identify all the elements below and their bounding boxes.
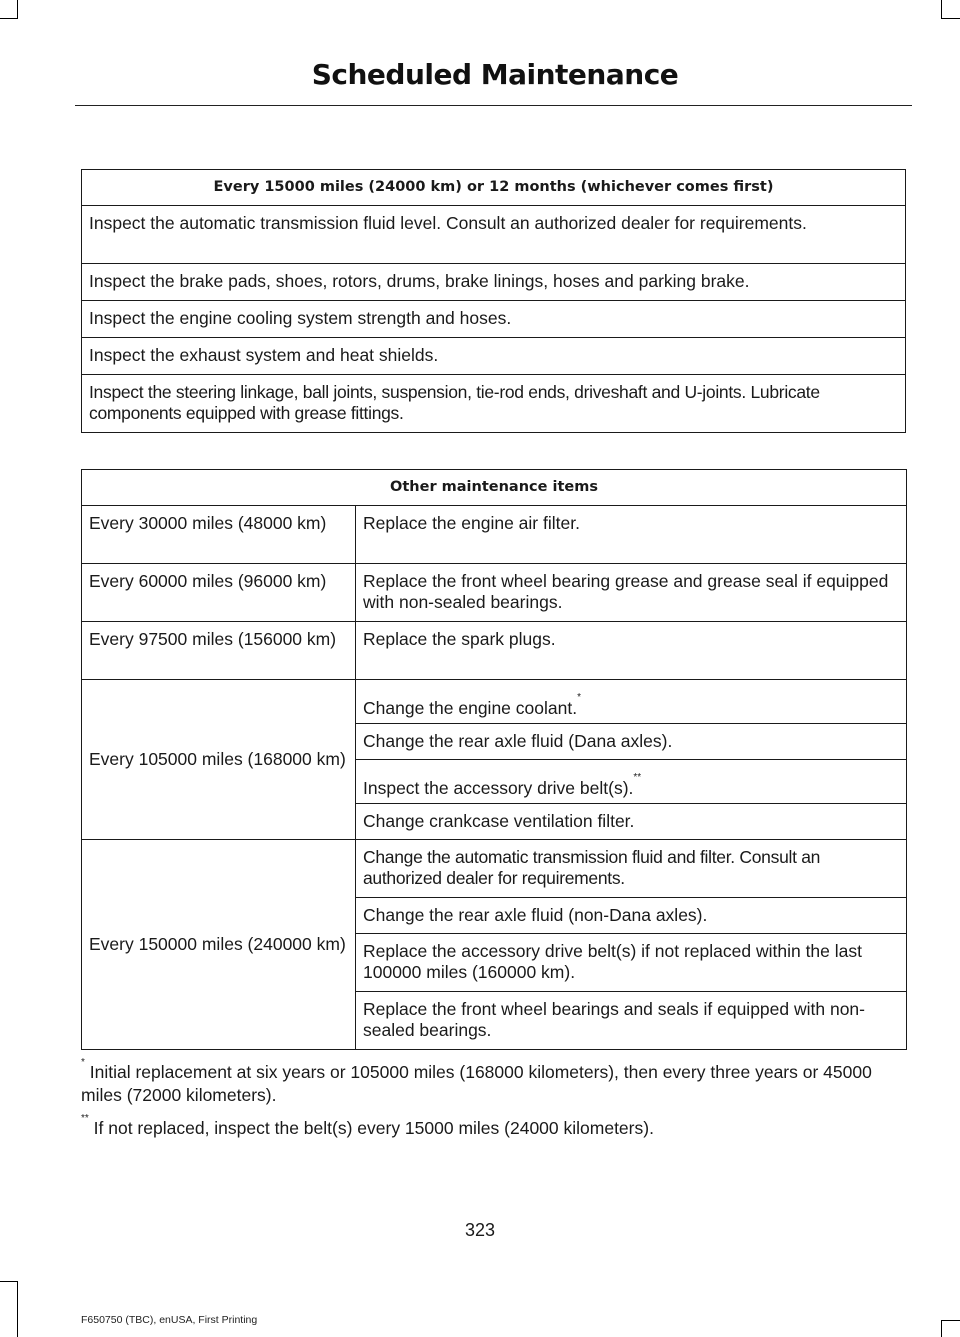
crop-mark [0, 1281, 17, 1282]
task-cell: Change the automatic transmission fluid and filter. Consult an authorized dealer for requirements. [356, 840, 907, 898]
table-header: Every 15000 miles (24000 km) or 12 months (whichever comes first) [82, 170, 906, 206]
footnote-text: Initial replacement at six years or 105000 miles (168000 kilometers), then every three years or 45000 miles (72000 kilometers). [81, 1061, 872, 1105]
footnote-marker: ** [633, 772, 642, 783]
task-cell [356, 760, 907, 804]
interval-cell: Every 105000 miles (168000 km) [82, 680, 356, 840]
interval-cell: Every 30000 miles (48000 km) [82, 506, 356, 564]
table-cell: Inspect the brake pads, shoes, rotors, drums, brake linings, hoses and parking brake. [82, 264, 906, 301]
footnote [81, 1057, 906, 1107]
task-cell: Change the rear axle fluid (non-Dana axles). [356, 898, 907, 934]
footnote [81, 1113, 906, 1140]
table-row [82, 840, 907, 898]
crop-mark [17, 1281, 18, 1337]
task-cell: Replace the engine air filter. [356, 506, 907, 564]
page-number: 323 [464, 1220, 496, 1240]
table-cell: Inspect the exhaust system and heat shields. [82, 338, 906, 375]
footnote-text: If not replaced, inspect the belt(s) every 15000 miles (24000 kilometers). [88, 1117, 654, 1138]
maintenance-table-15000 [81, 169, 906, 433]
task-cell: Replace the front wheel bearings and seals if equipped with non-sealed bearings. [356, 992, 907, 1050]
table-row [82, 680, 907, 724]
interval-cell: Every 97500 miles (156000 km) [82, 622, 356, 680]
footnote-marker: ** [81, 1113, 89, 1124]
table-row [82, 206, 906, 264]
table-row [82, 264, 906, 301]
crop-mark [0, 18, 17, 19]
table-row [82, 564, 907, 622]
header-divider [75, 105, 912, 106]
crop-mark [941, 1320, 960, 1321]
task-cell: Replace the accessory drive belt(s) if not replaced within the last 100000 miles (160000 km). [356, 934, 907, 992]
task-cell: Replace the front wheel bearing grease and grease seal if equipped with non-sealed bearings. [356, 564, 907, 622]
table-cell: Inspect the automatic transmission fluid level. Consult an authorized dealer for requirements. [82, 206, 906, 264]
crop-mark [941, 1320, 942, 1337]
interval-cell: Every 150000 miles (240000 km) [82, 840, 356, 1050]
task-cell: Change crankcase ventilation filter. [356, 804, 907, 840]
other-maintenance-table [81, 469, 907, 1050]
table-cell: Inspect the engine cooling system strength and hoses. [82, 301, 906, 338]
interval-cell: Every 60000 miles (96000 km) [82, 564, 356, 622]
task-text: Inspect the accessory drive belt(s). [363, 777, 634, 798]
table-row [82, 338, 906, 375]
table-row [82, 622, 907, 680]
task-cell: Replace the spark plugs. [356, 622, 907, 680]
task-cell: Change the rear axle fluid (Dana axles). [356, 724, 907, 760]
table-row [82, 375, 906, 433]
crop-mark [941, 0, 942, 19]
task-text: Change the engine coolant. [363, 697, 578, 718]
footnote-marker: * [81, 1057, 85, 1068]
task-cell [356, 680, 907, 724]
table-header: Other maintenance items [82, 470, 907, 506]
footnote-marker: * [577, 692, 581, 703]
page-title: Scheduled Maintenance [311, 58, 679, 91]
table-row [82, 506, 907, 564]
crop-mark [17, 0, 18, 19]
print-footer: F650750 (TBC), enUSA, First Printing [81, 1314, 258, 1326]
table-row [82, 301, 906, 338]
crop-mark [941, 18, 960, 19]
table-cell: Inspect the steering linkage, ball joints, suspension, tie-rod ends, driveshaft and U-joints. Lubricate components equipped with grease fittings. [82, 375, 906, 433]
